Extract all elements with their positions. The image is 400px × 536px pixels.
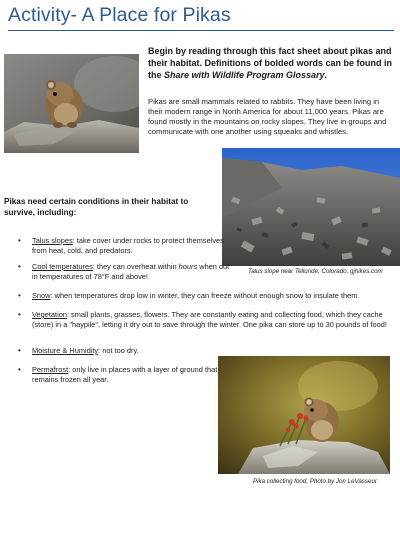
- bullet: •: [18, 262, 21, 271]
- pika-description-paragraph: Pikas are small mammals related to rabbits. They have been living in their modern range in North America for about 11,000 years. Pikas are found mostly in the mountains on rocky slopes. They live in groups and communicate with one another using squeaks and whistles.: [148, 97, 387, 136]
- term-permafrost: Permafrost: [32, 365, 69, 374]
- pika-collecting-food-photo: [218, 356, 390, 474]
- pika-on-rock-photo: [4, 54, 139, 153]
- term-snow: Snow: [32, 291, 51, 300]
- term-moisture-humidity: Moisture & Humidity: [32, 346, 99, 355]
- bullet: •: [18, 346, 21, 355]
- bullet: •: [18, 236, 21, 245]
- talus-photo-caption: Talus slope near Telluride, Colorado, gjhikes.com: [248, 268, 383, 275]
- bullet: •: [18, 310, 21, 319]
- pika-food-photo-caption: Pika collecting food, Photo by Jon LeVasseur: [253, 478, 377, 485]
- bullet: •: [18, 291, 21, 300]
- talus-slope-photo: [222, 148, 400, 266]
- conditions-heading: Pikas need certain conditions in their habitat to survive, including:: [4, 197, 189, 217]
- bullet: •: [18, 365, 21, 374]
- term-vegetation: Vegetation: [32, 310, 67, 319]
- intro-text: Begin by reading through this fact sheet about pikas and their habitat. Definitions of bolded words can be found in the Share with Wildlife Program Glossary.: [148, 46, 392, 80]
- term-talus-slopes: Talus slopes: [32, 236, 73, 245]
- term-cool-temperatures: Cool temperatures: [32, 262, 93, 271]
- page-title: Activity- A Place for Pikas: [8, 4, 394, 31]
- glossary-reference: Share with Wildlife Program Glossary: [164, 70, 325, 80]
